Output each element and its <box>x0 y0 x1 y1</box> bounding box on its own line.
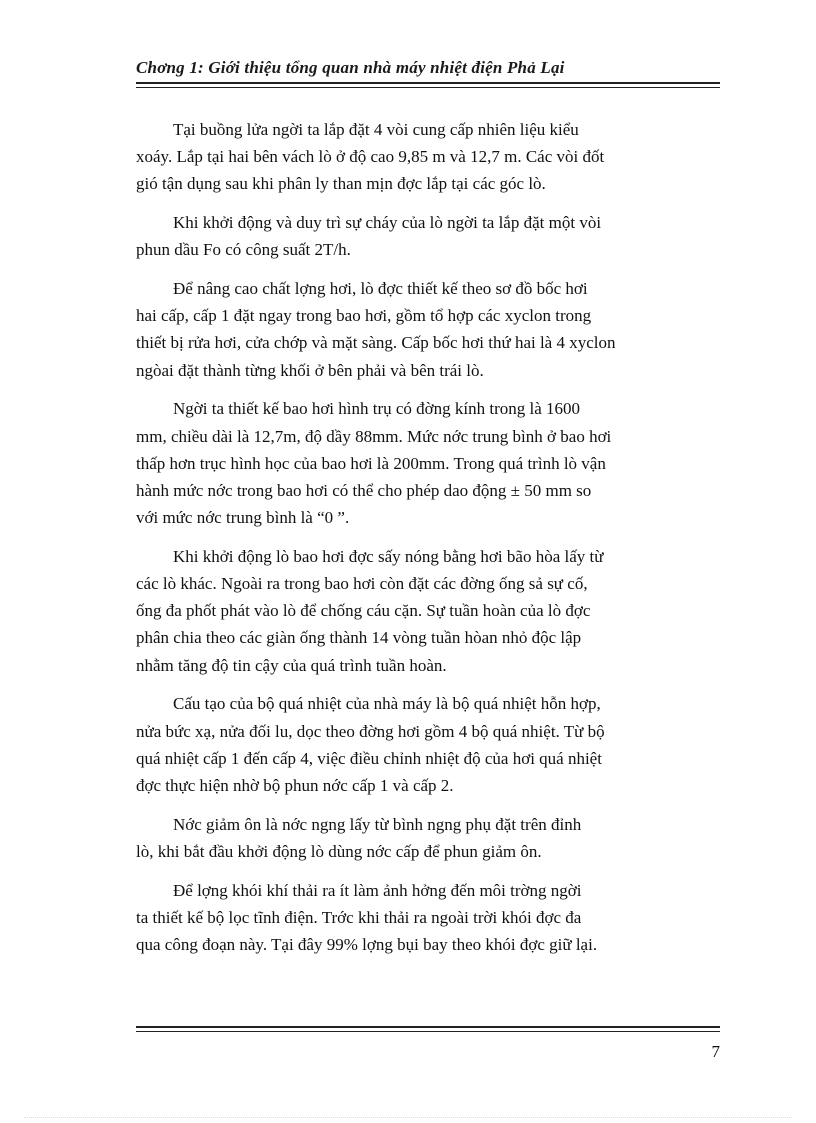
text-line: thấp hơn trục hình học của bao hơi là 200mm. Trong quá trình lò vận <box>136 453 606 473</box>
text-line: qua công đoạn này. Tại đây 99% lợng bụi bay theo khói đợc giữ lại. <box>136 934 598 954</box>
text-line: Để lợng khói khí thải ra ít làm ảnh hởng đến môi trờng ngời <box>173 880 582 900</box>
text-line: với mức nớc trung bình là “0 ”. <box>136 508 350 528</box>
text-line: Ngời ta thiết kế bao hơi hình trụ có đờng kính trong là 1600 <box>173 399 581 419</box>
paragraph-attemperator <box>136 811 720 865</box>
text-line: các lò khác. Ngoài ra trong bao hơi còn đặt các đờng ống sả sự cố, <box>136 574 588 594</box>
text-line: Để nâng cao chất lợng hơi, lò đợc thiết kế theo sơ đồ bốc hơi <box>173 279 588 299</box>
paragraph-oil-nozzle <box>136 209 720 263</box>
text-line: quá nhiệt cấp 1 đến cấp 4, việc điều chỉnh nhiệt độ của hơi quá nhiệt <box>136 748 602 768</box>
text-line: phân chia theo các giàn ống thành 14 vòng tuần hòan nhỏ độc lập <box>136 628 582 648</box>
text-line: mm, chiều dài là 12,7m, độ dầy 88mm. Mức nớc trung bình ở bao hơi <box>136 426 612 446</box>
paragraph-electrostatic-filter <box>136 877 720 959</box>
chapter-title: Chơng 1: Giới thiệu tổng quan nhà máy nhiệt điện Phả Lại <box>136 58 565 77</box>
text-line: ta thiết kế bộ lọc tĩnh điện. Trớc khi thải ra ngoài trời khói đợc đa <box>136 907 582 927</box>
text-line: Khi khởi động lò bao hơi đợc sấy nóng bằng hơi bão hòa lấy từ <box>173 546 604 566</box>
text-line: gió tận dụng sau khi phân ly than mịn đợc lắp tại các góc lò. <box>136 174 546 194</box>
text-line: hành mức nớc trong bao hơi có thể cho phép dao động ± 50 mm so <box>136 480 592 500</box>
text-line: hai cấp, cấp 1 đặt ngay trong bao hơi, gồm tổ hợp các xyclon trong <box>136 306 592 326</box>
text-line: xoáy. Lắp tại hai bên vách lò ở độ cao 9,85 m và 12,7 m. Các vòi đốt <box>136 147 605 167</box>
paragraph-superheater <box>136 690 720 799</box>
text-line: thiết bị rửa hơi, cửa chớp và mặt sàng. Cấp bốc hơi thứ hai là 4 xyclon <box>136 333 616 353</box>
paragraph-drum-design <box>136 395 720 531</box>
text-line: ngòai đặt thành từng khối ở bên phải và bên trái lò. <box>136 360 484 380</box>
paragraph-burner <box>136 116 720 198</box>
text-line: Tại buồng lửa ngời ta lắp đặt 4 vòi cung cấp nhiên liệu kiểu <box>173 120 579 139</box>
text-line: ống đa phốt phát vào lò để chống cáu cặn. Sự tuần hoàn của lò đợc <box>136 601 591 621</box>
text-line: Cấu tạo của bộ quá nhiệt của nhà máy là bộ quá nhiệt hỗn hợp, <box>173 694 601 714</box>
text-line: đợc thực hiện nhờ bộ phun nớc cấp 1 và cấp 2. <box>136 775 454 795</box>
body-text <box>136 116 720 970</box>
text-line: Nớc giảm ôn là nớc ngng lấy từ bình ngng phụ đặt trên đỉnh <box>173 814 582 834</box>
footer-rule <box>136 1026 720 1032</box>
page-edge-divider <box>24 1117 792 1118</box>
text-line: lò, khi bắt đầu khởi động lò dùng nớc cấp để phun giảm ôn. <box>136 841 542 861</box>
text-line: nửa bức xạ, nửa đối lu, dọc theo đờng hơi gồm 4 bộ quá nhiệt. Từ bộ <box>136 721 605 741</box>
text-line: phun dầu Fo có công suất 2T/h. <box>136 240 351 260</box>
text-line: nhằm tăng độ tin cậy của quá trình tuần hoàn. <box>136 655 447 675</box>
page-header <box>136 58 720 78</box>
paragraph-steam-quality <box>136 275 720 384</box>
paragraph-startup <box>136 543 720 679</box>
header-rule <box>136 82 720 88</box>
text-line: Khi khởi động và duy trì sự cháy của lò ngời ta lắp đặt một vòi <box>173 213 602 233</box>
page-number: 7 <box>711 1042 720 1061</box>
